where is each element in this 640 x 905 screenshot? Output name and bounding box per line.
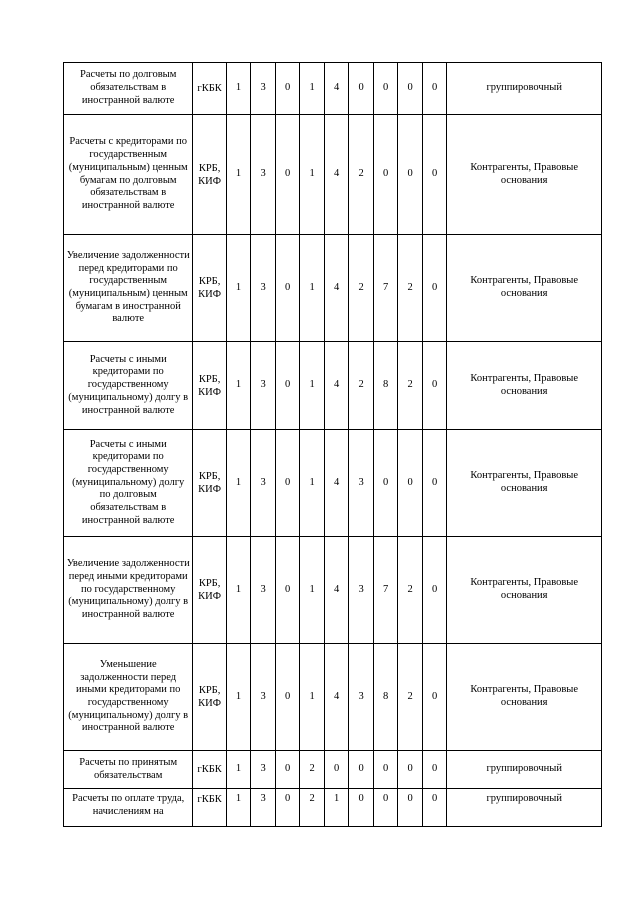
digit-cell: 7 [373,235,398,342]
account-name-cell: Расчеты с кредиторами по государственным (муниципальным) ценным бумагам по долговым обязательствам в иностранной валюте [64,115,193,235]
analytics-cell: Контрагенты, Правовые основания [447,537,602,644]
code-type-cell: КРБ, КИФ [193,115,226,235]
digit-cell: 0 [349,789,374,827]
table-row [64,342,602,430]
digit-cell: 2 [398,537,423,644]
digit-cell: 0 [398,789,423,827]
digit-cell: 1 [300,235,325,342]
account-name-cell: Расчеты с иными кредиторами по государственному (муниципальному) долгу по долговым обязательствам в иностранной валюте [64,430,193,537]
analytics-cell: Контрагенты, Правовые основания [447,235,602,342]
digit-cell: 0 [422,115,447,235]
table-row [64,235,602,342]
digit-cell: 2 [349,235,374,342]
digit-cell: 1 [300,115,325,235]
digit-cell: 0 [275,115,300,235]
digit-cell: 0 [398,63,423,115]
account-name-cell: Увеличение задолженности перед иными кредиторами по государственному (муниципальному) долгу в иностранной валюте [64,537,193,644]
digit-cell: 4 [324,537,349,644]
digit-cell: 0 [275,63,300,115]
code-type-cell: гКБК [193,751,226,789]
account-name-cell: Расчеты по принятым обязательствам [64,751,193,789]
digit-cell: 0 [422,644,447,751]
analytics-cell: группировочный [447,789,602,827]
code-type-cell: КРБ, КИФ [193,644,226,751]
digit-cell: 2 [300,751,325,789]
digit-cell: 2 [398,644,423,751]
digit-cell: 0 [275,644,300,751]
digit-cell: 3 [251,751,276,789]
digit-cell: 1 [226,644,251,751]
digit-cell: 1 [226,63,251,115]
analytics-cell: Контрагенты, Правовые основания [447,115,602,235]
accounts-table [63,62,602,827]
digit-cell: 1 [300,537,325,644]
digit-cell: 4 [324,235,349,342]
account-name-cell: Расчеты по оплате труда, начислениям на [64,789,193,827]
digit-cell: 2 [349,342,374,430]
digit-cell: 0 [349,751,374,789]
digit-cell: 1 [226,789,251,827]
digit-cell: 0 [349,63,374,115]
digit-cell: 3 [349,644,374,751]
table-row [64,430,602,537]
digit-cell: 1 [300,63,325,115]
digit-cell: 0 [275,235,300,342]
account-name-cell: Увеличение задолженности перед кредиторами по государственным (муниципальным) ценным бумагам в иностранной валюте [64,235,193,342]
digit-cell: 0 [324,751,349,789]
digit-cell: 3 [349,537,374,644]
digit-cell: 0 [422,342,447,430]
digit-cell: 0 [275,751,300,789]
digit-cell: 0 [275,789,300,827]
digit-cell: 7 [373,537,398,644]
account-name-cell: Уменьшение задолженности перед иными кредиторами по государственному (муниципальному) долгу в иностранной валюте [64,644,193,751]
digit-cell: 3 [251,235,276,342]
code-type-cell: КРБ, КИФ [193,537,226,644]
code-type-cell: гКБК [193,789,226,827]
analytics-cell: Контрагенты, Правовые основания [447,644,602,751]
table-row [64,789,602,827]
account-name-cell: Расчеты по долговым обязательствам в иностранной валюте [64,63,193,115]
digit-cell: 3 [251,63,276,115]
digit-cell: 4 [324,430,349,537]
digit-cell: 0 [422,430,447,537]
digit-cell: 0 [398,751,423,789]
code-type-cell: КРБ, КИФ [193,342,226,430]
digit-cell: 8 [373,644,398,751]
digit-cell: 2 [398,342,423,430]
digit-cell: 3 [251,644,276,751]
analytics-cell: Контрагенты, Правовые основания [447,430,602,537]
digit-cell: 2 [300,789,325,827]
digit-cell: 1 [226,342,251,430]
digit-cell: 4 [324,644,349,751]
digit-cell: 0 [373,115,398,235]
digit-cell: 0 [422,63,447,115]
digit-cell: 3 [251,537,276,644]
digit-cell: 0 [373,63,398,115]
table-row [64,644,602,751]
table-row [64,63,602,115]
digit-cell: 0 [398,430,423,537]
digit-cell: 0 [398,115,423,235]
digit-cell: 3 [251,789,276,827]
digit-cell: 0 [422,751,447,789]
digit-cell: 0 [275,342,300,430]
digit-cell: 3 [251,342,276,430]
analytics-cell: группировочный [447,751,602,789]
digit-cell: 1 [226,751,251,789]
digit-cell: 4 [324,342,349,430]
digit-cell: 0 [422,537,447,644]
digit-cell: 1 [300,430,325,537]
digit-cell: 4 [324,115,349,235]
digit-cell: 8 [373,342,398,430]
digit-cell: 1 [226,537,251,644]
digit-cell: 0 [422,789,447,827]
code-type-cell: гКБК [193,63,226,115]
digit-cell: 1 [300,644,325,751]
code-type-cell: КРБ, КИФ [193,235,226,342]
digit-cell: 3 [349,430,374,537]
table-row [64,751,602,789]
analytics-cell: группировочный [447,63,602,115]
table-row [64,537,602,644]
code-type-cell: КРБ, КИФ [193,430,226,537]
digit-cell: 1 [324,789,349,827]
digit-cell: 0 [373,751,398,789]
digit-cell: 0 [373,789,398,827]
account-name-cell: Расчеты с иными кредиторами по государственному (муниципальному) долгу в иностранной валюте [64,342,193,430]
digit-cell: 1 [226,430,251,537]
digit-cell: 0 [275,537,300,644]
digit-cell: 1 [226,115,251,235]
digit-cell: 0 [373,430,398,537]
table-row [64,115,602,235]
digit-cell: 3 [251,430,276,537]
digit-cell: 2 [349,115,374,235]
digit-cell: 4 [324,63,349,115]
digit-cell: 2 [398,235,423,342]
digit-cell: 3 [251,115,276,235]
digit-cell: 0 [422,235,447,342]
analytics-cell: Контрагенты, Правовые основания [447,342,602,430]
digit-cell: 0 [275,430,300,537]
digit-cell: 1 [300,342,325,430]
digit-cell: 1 [226,235,251,342]
